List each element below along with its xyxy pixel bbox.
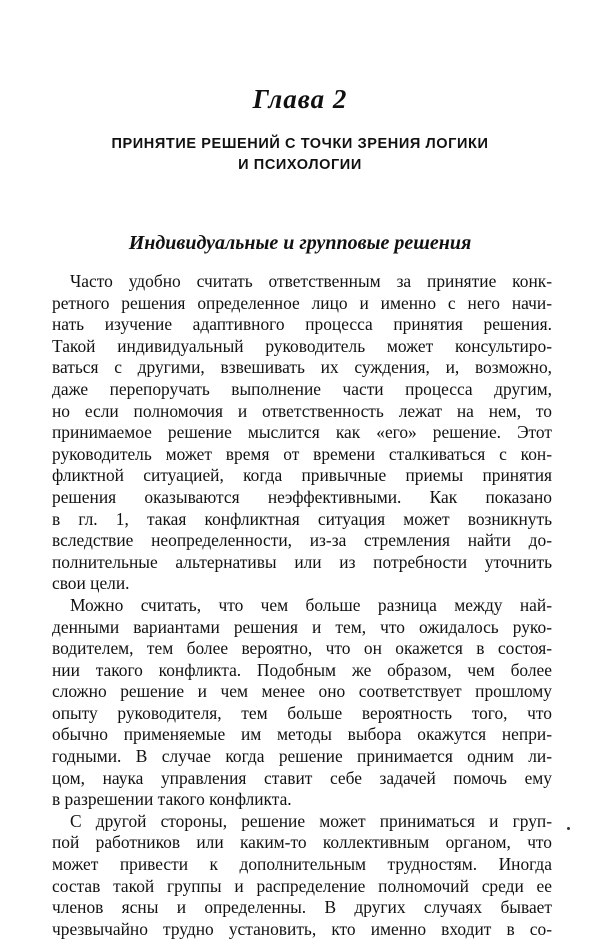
text-line: полнительные альтернативы или из потребности уточнить: [52, 551, 552, 572]
text-line: свои цели.: [52, 573, 130, 594]
scan-speck: [567, 827, 570, 830]
chapter-title: Глава 2: [252, 84, 348, 114]
text-line: обычно применяемые им методы выбора окажутся непри-: [52, 724, 552, 745]
text-line: цом, наука управления ставит себе задачей помочь ему: [52, 767, 552, 788]
text-line: С другой стороны, решение может приниматься и груп-: [70, 810, 552, 831]
text-line: фликтной ситуацией, когда привычные приемы принятия: [52, 465, 552, 486]
text-line: руководитель может время от времени сталкиваться с кон-: [52, 443, 552, 464]
chapter-subtitle-line: ПРИНЯТИЕ РЕШЕНИЙ С ТОЧКИ ЗРЕНИЯ ЛОГИКИ: [111, 136, 489, 152]
text-line: даже перепоручать выполнение части процесса другим,: [52, 378, 552, 399]
text-line: вследствие неопределенности, из-за стремления найти до-: [52, 530, 552, 551]
text-line: пой работников или каким-то коллективным органом, что: [52, 832, 552, 853]
chapter-subtitle: [0, 134, 600, 176]
text-line: ваться с другими, взвешивать их суждения, и, возможно,: [52, 357, 552, 378]
text-line: денными вариантами решения и тем, что ожидалось руко-: [52, 616, 552, 637]
section-title: Индивидуальные и групповые решения: [128, 232, 472, 254]
text-line: членов ясны и определенны. В других случаях бывает: [52, 897, 552, 918]
body-text: [52, 271, 552, 940]
text-line: решения оказываются неэффективными. Как показано: [52, 486, 552, 507]
text-line: в гл. 1, такая конфликтная ситуация может возникнуть: [52, 508, 552, 529]
text-line: может привести к дополнительным трудностям. Иногда: [52, 854, 552, 875]
text-line: состав такой группы и распределение полномочий среди ее: [52, 875, 552, 896]
text-line: Часто удобно считать ответственным за принятие конк-: [70, 271, 552, 291]
text-line: сложно решение и чем менее оно соответствует прошлому: [52, 681, 552, 702]
text-line: водителем, тем более вероятно, что он окажется в состоя-: [52, 638, 552, 659]
text-line: Такой индивидуальный руководитель может консультиро-: [52, 335, 552, 356]
text-line: нать изучение адаптивного процесса принятия решения.: [52, 314, 552, 335]
text-line: ретного решения определенное лицо и именно с него начи-: [52, 292, 552, 313]
text-line: опыту руководителя, тем больше вероятность того, что: [52, 702, 552, 723]
chapter-subtitle-line: И ПСИХОЛОГИИ: [238, 157, 362, 173]
text-line: чрезвычайно трудно установить, кто именно входит в со-: [52, 918, 552, 939]
text-line: но если полномочия и ответственность лежат на нем, то: [52, 400, 552, 421]
text-line: нии такого конфликта. Подобным же образом, чем более: [52, 659, 552, 680]
text-line: годными. В случае когда решение принимается одним ли-: [52, 746, 552, 767]
text-line: Можно считать, что чем больше разница между най-: [70, 594, 552, 615]
text-line: в разрешении такого конфликта.: [52, 789, 292, 810]
text-line: принимаемое решение мыслится как «его» решение. Этот: [52, 422, 552, 443]
